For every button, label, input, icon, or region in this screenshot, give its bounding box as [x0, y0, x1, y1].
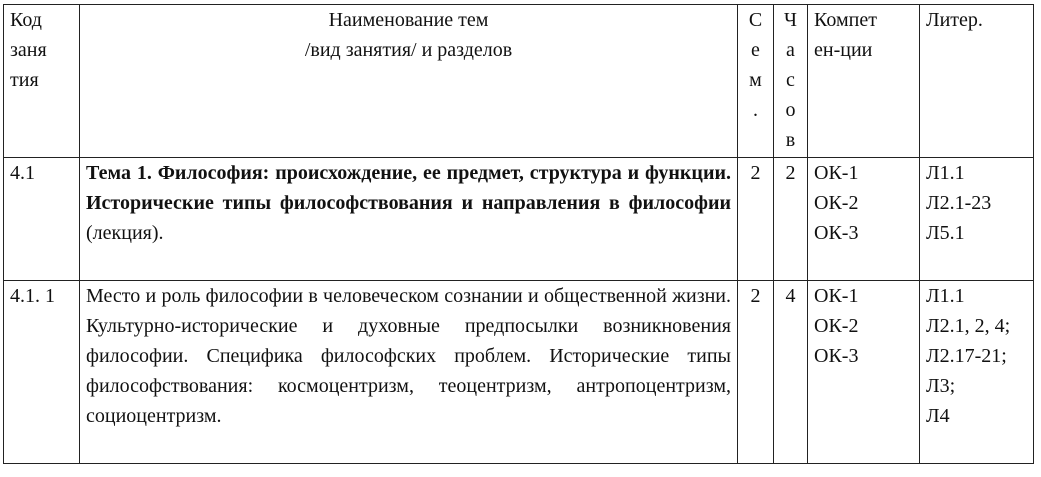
header-row [4, 5, 1034, 158]
table-row [4, 281, 1034, 464]
row-competencies: ОК-1 ОК-2 ОК-3 [808, 281, 920, 464]
header-competencies: Компет ен-ции [808, 5, 920, 158]
header-hours: Ч а с о в [774, 5, 808, 158]
row-sem: 2 [738, 281, 774, 464]
row-competencies: ОК-1 ОК-2 ОК-3 [808, 158, 920, 281]
header-sem: С е м . [738, 5, 774, 158]
row-hours: 2 [774, 158, 808, 281]
row-sem: 2 [738, 158, 774, 281]
row-literature: Л1.1 Л2.1, 2, 4; Л2.17-21; Л3; Л4 [920, 281, 1034, 464]
header-title: Наименование тем /вид занятия/ и разделов [80, 5, 738, 158]
table-row [4, 158, 1034, 281]
row-literature: Л1.1 Л2.1-23 Л5.1 [920, 158, 1034, 281]
row-hours: 4 [774, 281, 808, 464]
row-text: Место и роль философии в человеческом сознании и общественной жизни. Культурно-исторические и духовные предпосылки возникновения философии. Специфика философских проблем. Исторические типы философствования: космоцентризм, теоцентризм, антропоцентризм, социоцентризм. [80, 281, 738, 464]
header-code: Код заня тия [4, 5, 80, 158]
header-literature: Литер. [920, 5, 1034, 158]
row-code: 4.1 [4, 158, 80, 281]
row-code: 4.1. 1 [4, 281, 80, 464]
curriculum-table [3, 4, 1034, 464]
row-title: Тема 1. Философия: происхождение, ее предмет, структура и функции. Исторические типы философствования и направления в философии (лекция). [80, 158, 738, 281]
